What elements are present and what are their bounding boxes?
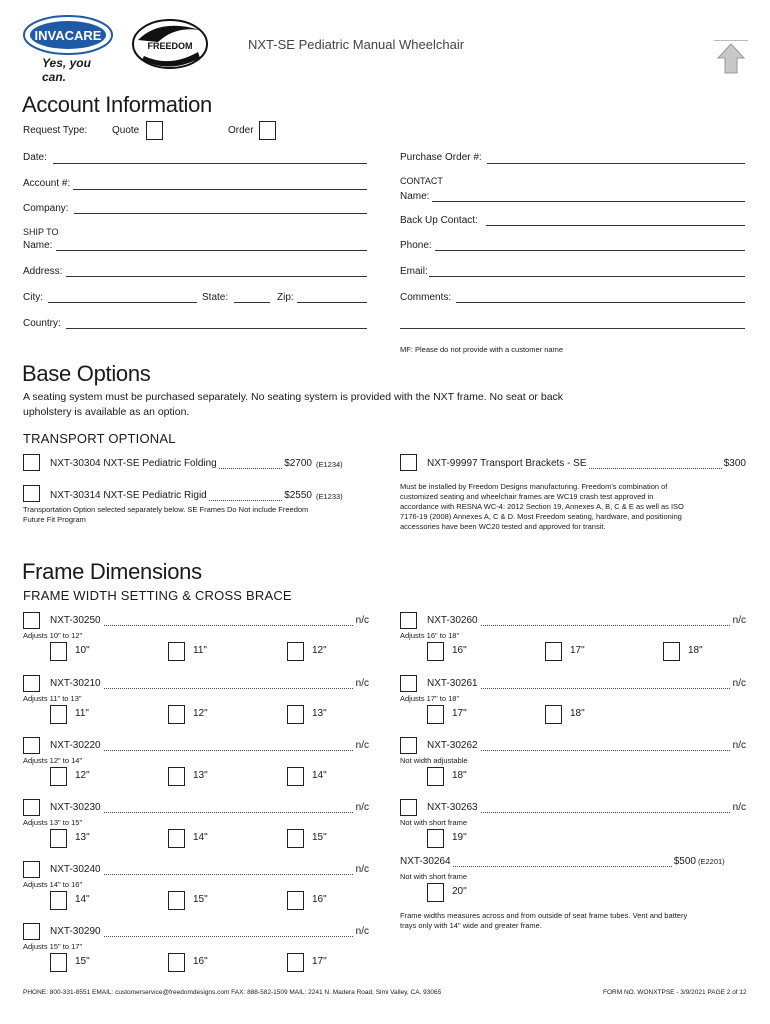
frame-option-price-code: (E2201): [698, 857, 725, 866]
backup-contact-label: Back Up Contact:: [400, 215, 478, 226]
size-label: 12": [312, 645, 327, 656]
opt-transport-name: NXT-99997 Transport Brackets - SE: [427, 458, 587, 469]
city-field[interactable]: [48, 302, 197, 303]
size-label: 17": [452, 708, 467, 719]
size-checkbox[interactable]: [427, 642, 444, 661]
opt-rigid-checkbox[interactable]: [23, 485, 40, 502]
order-checkbox[interactable]: [259, 121, 276, 140]
purchase-order-label: Purchase Order #:: [400, 152, 482, 163]
size-checkbox[interactable]: [427, 883, 444, 902]
size-checkbox[interactable]: [287, 953, 304, 972]
size-label: 13": [75, 832, 90, 843]
size-label: 15": [312, 832, 327, 843]
base-description: A seating system must be purchased separately. No seating system is provided with the NXT frame. No seat or back upholstery is available as an option.: [23, 391, 564, 418]
size-label: 15": [193, 894, 208, 905]
frame-option-code: NXT-30230: [50, 802, 101, 813]
frame-option-adjust-note: Adjusts 15" to 17": [23, 942, 83, 951]
size-label: 10": [75, 645, 90, 656]
account-heading: Account Information: [22, 92, 212, 117]
opt-folding-checkbox[interactable]: [23, 454, 40, 471]
frame-option-price: n/c: [732, 740, 746, 751]
size-label: 18": [688, 645, 703, 656]
size-checkbox[interactable]: [168, 642, 185, 661]
opt-transport-checkbox[interactable]: [400, 454, 417, 471]
frame-option-checkbox[interactable]: [23, 923, 40, 940]
opt-folding-price: $2700: [284, 458, 312, 469]
frame-width-note: Frame widths measures across and from outside of seat frame tubes. Vent and battery trays only with 14" wide and greater frame.: [400, 911, 688, 930]
frame-option-adjust-note: Adjusts 13" to 15": [23, 818, 83, 827]
zip-label: Zip:: [277, 292, 294, 303]
size-label: 16": [193, 956, 208, 967]
size-checkbox[interactable]: [287, 767, 304, 786]
size-label: 16": [452, 645, 467, 656]
account-number-label: Account #:: [23, 178, 71, 189]
address-label: Address:: [23, 266, 63, 277]
size-checkbox[interactable]: [50, 705, 67, 724]
size-label: 11": [193, 645, 207, 656]
comments-field-2[interactable]: [400, 328, 745, 329]
size-checkbox[interactable]: [545, 642, 562, 661]
size-checkbox[interactable]: [663, 642, 680, 661]
frame-option-adjust-note: Adjusts 16" to 18": [400, 631, 460, 640]
frame-option-price: n/c: [355, 864, 369, 875]
freedom-logo: [130, 18, 210, 75]
size-checkbox[interactable]: [50, 829, 67, 848]
country-field[interactable]: [66, 328, 367, 329]
transport-heading: TRANSPORT OPTIONAL: [23, 431, 176, 446]
phone-field[interactable]: [435, 250, 745, 251]
svg-text:INVACARE: INVACARE: [34, 28, 102, 43]
date-label: Date:: [23, 152, 47, 163]
frame-option-row: [50, 678, 369, 691]
size-label: 12": [193, 708, 208, 719]
ship-to-label: SHIP TO: [23, 227, 59, 237]
comments-label: Comments:: [400, 292, 452, 303]
frame-option-price: n/c: [355, 740, 369, 751]
scroll-top-button[interactable]: [714, 40, 748, 75]
contact-name-field[interactable]: [432, 201, 745, 202]
frame-option-code: NXT-30262: [427, 740, 478, 751]
size-checkbox[interactable]: [545, 705, 562, 724]
size-checkbox[interactable]: [168, 953, 185, 972]
frame-option-row: [427, 802, 746, 815]
opt-rigid-price: $2550: [284, 490, 312, 501]
frame-option-adjust-note: Not width adjustable: [400, 756, 468, 765]
size-label: 14": [312, 770, 327, 781]
frame-option-row: [50, 740, 369, 753]
size-checkbox[interactable]: [50, 891, 67, 910]
frame-option-row: [427, 740, 746, 753]
opt-folding-row: [50, 458, 312, 471]
frame-option-checkbox[interactable]: [23, 737, 40, 754]
size-label: 16": [312, 894, 327, 905]
quote-checkbox[interactable]: [146, 121, 163, 140]
frame-option-price: $500: [673, 856, 696, 867]
frame-option-checkbox[interactable]: [23, 799, 40, 816]
email-label: Email:: [400, 266, 428, 277]
frame-option-row: [50, 615, 369, 628]
frame-option-code: NXT-30290: [50, 926, 101, 937]
frame-option-adjust-note: Adjusts 11" to 13": [23, 694, 82, 703]
size-checkbox[interactable]: [287, 705, 304, 724]
order-label: Order: [228, 125, 254, 136]
mf-note: MF: Please do not provide with a customer name: [400, 345, 563, 354]
size-label: 13": [193, 770, 208, 781]
size-checkbox[interactable]: [50, 767, 67, 786]
frame-option-price: n/c: [355, 678, 369, 689]
frame-option-code: NXT-30220: [50, 740, 101, 751]
page-title: NXT-SE Pediatric Manual Wheelchair: [248, 37, 465, 52]
opt-folding-name: NXT-30304 NXT-SE Pediatric Folding: [50, 458, 217, 469]
frame-option-code: NXT-30264: [400, 856, 451, 867]
frame-option-checkbox[interactable]: [23, 861, 40, 878]
size-label: 15": [75, 956, 90, 967]
ship-name-field[interactable]: [56, 250, 367, 251]
zip-field[interactable]: [297, 302, 367, 303]
opt-rigid-code: (E1233): [316, 492, 343, 501]
size-checkbox[interactable]: [427, 829, 444, 848]
invacare-logo: [22, 14, 114, 84]
request-type-label: Request Type:: [23, 125, 88, 136]
size-checkbox[interactable]: [287, 642, 304, 661]
frame-option-price: n/c: [732, 678, 746, 689]
size-checkbox[interactable]: [168, 705, 185, 724]
frame-option-row: [50, 864, 369, 877]
frame-option-price: n/c: [732, 615, 746, 626]
size-checkbox[interactable]: [427, 705, 444, 724]
opt-rigid-name: NXT-30314 NXT-SE Pediatric Rigid: [50, 490, 207, 501]
frame-option-row: [427, 615, 746, 628]
size-label: 13": [312, 708, 327, 719]
frame-option-adjust-note: Adjusts 12" to 14": [23, 756, 83, 765]
state-label: State:: [202, 292, 229, 303]
frame-option-code: NXT-30210: [50, 678, 101, 689]
frame-option-code: NXT-30260: [427, 615, 478, 626]
frame-option-checkbox[interactable]: [23, 675, 40, 692]
frame-option-row: [50, 926, 369, 939]
size-label: 17": [312, 956, 327, 967]
footer-contact: PHONE: 800-331-8551 EMAIL: customerservice@freedomdesigns.com FAX: 888-582-1509 MAIL: 2241 N. Madera Road, Simi Valley, CA. 93065: [23, 989, 442, 996]
phone-label: Phone:: [400, 240, 432, 251]
base-heading: Base Options: [22, 361, 151, 386]
frame-option-price: n/c: [355, 615, 369, 626]
size-label: 17": [570, 645, 585, 656]
quote-label: Quote: [112, 125, 140, 136]
frame-option-row: [400, 856, 696, 869]
freedom-logo-icon: [130, 18, 210, 70]
frame-option-checkbox[interactable]: [400, 612, 417, 629]
brand-tagline: Yes, you can.: [42, 56, 91, 84]
svg-text:FREEDOM: FREEDOM: [147, 41, 193, 51]
opt-transport-price: $300: [723, 458, 746, 469]
size-checkbox[interactable]: [427, 767, 444, 786]
size-label: 14": [193, 832, 208, 843]
size-checkbox[interactable]: [168, 891, 185, 910]
up-arrow-icon: [714, 41, 748, 75]
date-field[interactable]: [53, 163, 367, 164]
frame-subheading: FRAME WIDTH SETTING & CROSS BRACE: [23, 588, 292, 603]
size-checkbox[interactable]: [287, 829, 304, 848]
wc19-note: Must be installed by Freedom Designs manufacturing. Freedom's combination of customized seating and wheelchair frames are WC19 crash test approved in accordance with RESNA WC-4: 2012 Section 19, Annexes A, B, C & E as well as ISO 7176-19 (2008) Annexes A, C & D. Most Freedom seating, hardware, and positioning accessories have been WC20 tested and approved for transit.: [400, 482, 684, 531]
ship-name-label: Name:: [23, 240, 53, 251]
frame-option-code: NXT-30263: [427, 802, 478, 813]
footer-form: FORM NO. WONXTPSE - 3/9/2021 PAGE 2 of 12: [603, 989, 747, 996]
country-label: Country:: [23, 318, 61, 329]
frame-option-row: [427, 678, 746, 691]
size-label: 18": [570, 708, 585, 719]
opt-transport-row: [427, 458, 746, 471]
opt-rigid-row: [50, 490, 312, 503]
frame-option-checkbox[interactable]: [400, 737, 417, 754]
backup-contact-field[interactable]: [486, 225, 745, 226]
size-label: 11": [75, 708, 89, 719]
frame-option-row: [50, 802, 369, 815]
size-label: 12": [75, 770, 90, 781]
frame-option-price: n/c: [355, 926, 369, 937]
contact-label: CONTACT: [400, 176, 443, 186]
size-label: 20": [452, 886, 467, 897]
purchase-order-field[interactable]: [487, 163, 745, 164]
frame-option-checkbox[interactable]: [400, 675, 417, 692]
frame-heading: Frame Dimensions: [22, 559, 202, 584]
frame-option-code: NXT-30250: [50, 615, 101, 626]
city-label: City:: [23, 292, 43, 303]
company-field[interactable]: [74, 213, 367, 214]
comments-field[interactable]: [456, 302, 745, 303]
frame-option-price: n/c: [355, 802, 369, 813]
company-label: Company:: [23, 203, 69, 214]
frame-option-checkbox[interactable]: [400, 799, 417, 816]
transport-note: Transportation Option selected separately below. SE Frames Do Not include Freedom Future Fit Program: [23, 505, 309, 524]
invacare-logo-icon: [22, 14, 114, 56]
size-checkbox[interactable]: [50, 642, 67, 661]
frame-option-code: NXT-30261: [427, 678, 478, 689]
opt-folding-code: (E1234): [316, 460, 343, 469]
frame-option-adjust-note: Adjusts 17" to 18": [400, 694, 460, 703]
frame-option-adjust-note: Adjusts 10" to 12": [23, 631, 83, 640]
frame-option-adjust-note: Adjusts 14" to 16": [23, 880, 83, 889]
frame-option-adjust-note: Not with short frame: [400, 818, 468, 827]
size-label: 14": [75, 894, 90, 905]
size-label: 19": [452, 832, 467, 843]
contact-name-label: Name:: [400, 191, 430, 202]
frame-option-price: n/c: [732, 802, 746, 813]
address-field[interactable]: [66, 276, 367, 277]
size-label: 18": [452, 770, 467, 781]
account-number-field[interactable]: [73, 189, 367, 190]
state-field[interactable]: [234, 302, 270, 303]
size-checkbox[interactable]: [168, 829, 185, 848]
size-checkbox[interactable]: [168, 767, 185, 786]
size-checkbox[interactable]: [287, 891, 304, 910]
size-checkbox[interactable]: [50, 953, 67, 972]
email-field[interactable]: [429, 276, 745, 277]
frame-option-checkbox[interactable]: [23, 612, 40, 629]
frame-option-code: NXT-30240: [50, 864, 101, 875]
frame-option-adjust-note: Not with short frame: [400, 872, 468, 881]
